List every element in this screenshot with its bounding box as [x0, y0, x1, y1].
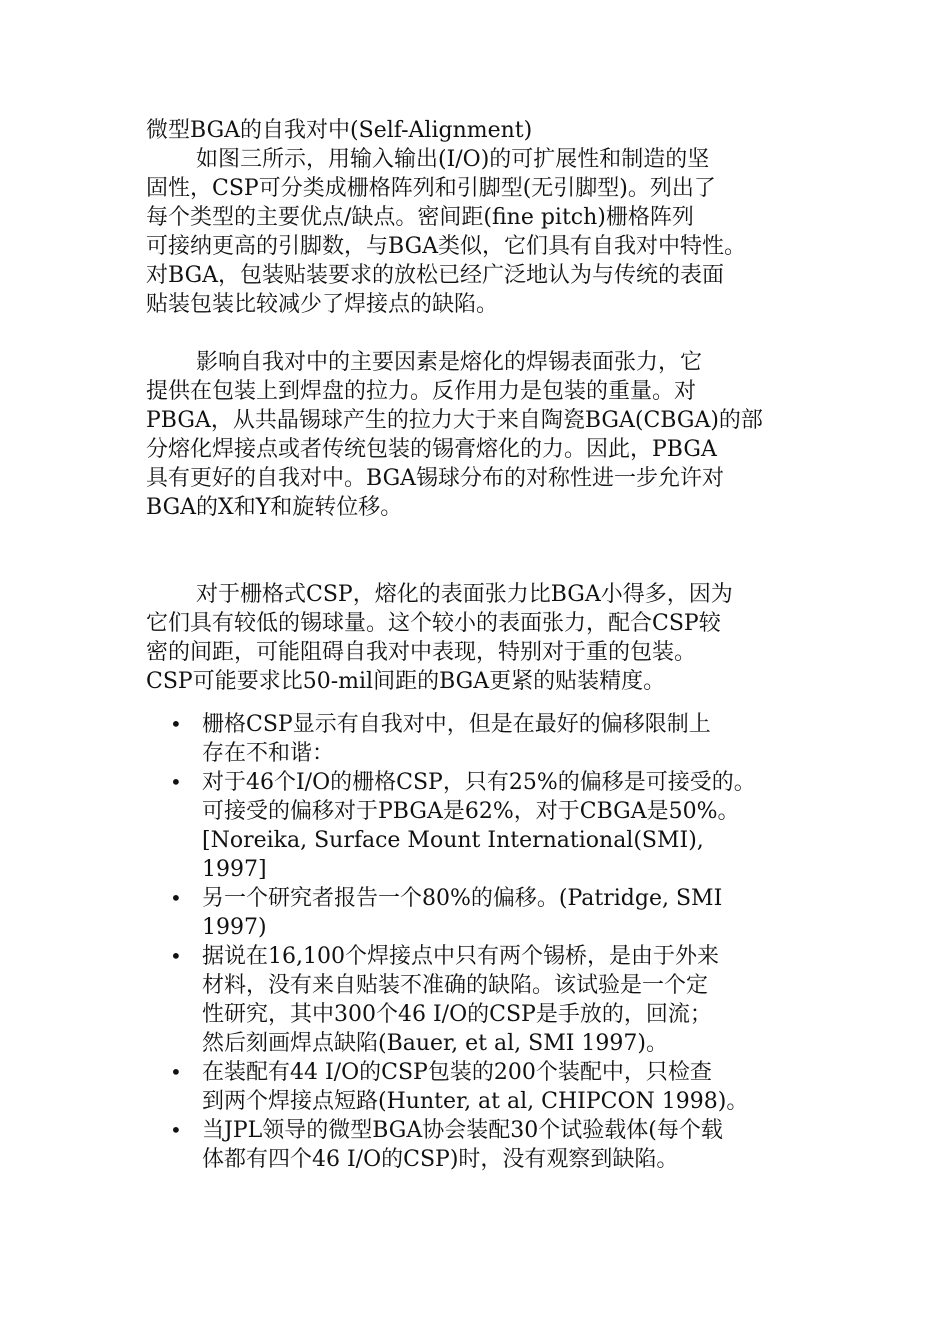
- bullet-icon: •: [170, 712, 182, 736]
- paragraph-line: 分熔化焊接点或者传统包装的锡膏熔化的力。因此，PBGA: [146, 437, 717, 462]
- paragraph-1: [146, 145, 950, 319]
- list-item-line: 1997): [202, 915, 267, 940]
- list-item-line: 另一个研究者报告一个80%的偏移。(Patridge, SMI: [202, 886, 723, 911]
- bullet-icon: •: [170, 1118, 182, 1142]
- paragraph-line: 可接纳更高的引脚数，与BGA类似，它们具有自我对中特性。: [146, 234, 747, 259]
- list-item-line: 材料，没有来自贴装不准确的缺陷。该试验是一个定: [202, 973, 709, 998]
- paragraph-spacer: [146, 319, 950, 348]
- paragraph-line: 如图三所示，用输入输出(I/O)的可扩展性和制造的坚: [196, 147, 710, 172]
- list-item-line: 当JPL领导的微型BGA协会装配30个试验载体(每个载: [202, 1118, 723, 1143]
- paragraph-line: 固性，CSP可分类成栅格阵列和引脚型(无引脚型)。列出了: [146, 176, 716, 201]
- list-item-line: 性研究，其中300个46 I/O的CSP是手放的，回流；: [202, 1002, 712, 1027]
- list-item-line: 存在不和谐：: [202, 741, 335, 766]
- list-item: [146, 1116, 950, 1174]
- list-item-line: 1997]: [202, 857, 267, 882]
- list-item-line: 据说在16,100个焊接点中只有两个锡桥，是由于外来: [202, 944, 719, 969]
- paragraph-line: BGA的X和Y和旋转位移。: [146, 495, 403, 520]
- list-item-line: 然后刻画焊点缺陷(Bauer, et al, SMI 1997)。: [202, 1031, 668, 1056]
- paragraph-line: 它们具有较低的锡球量。这个较小的表面张力，配合CSP较: [146, 611, 721, 636]
- paragraph-line: 具有更好的自我对中。BGA锡球分布的对称性进一步允许对: [146, 466, 725, 491]
- list-item-line: 栅格CSP显示有自我对中，但是在最好的偏移限制上: [202, 712, 711, 737]
- bullet-icon: •: [170, 886, 182, 910]
- paragraph-2: [146, 348, 950, 522]
- paragraph-line: CSP可能要求比50-mil间距的BGA更紧的贴装精度。: [146, 669, 666, 694]
- paragraph-line: 密的间距，可能阻碍自我对中表现，特别对于重的包装。: [146, 640, 697, 665]
- paragraph-spacer: [146, 522, 950, 580]
- list-item-line: 体都有四个46 I/O的CSP)时，没有观察到缺陷。: [202, 1147, 679, 1172]
- list-item-line: 到两个焊接点短路(Hunter, at al, CHIPCON 1998)。: [202, 1089, 749, 1114]
- list-item-line: 对于46个I/O的栅格CSP，只有25%的偏移是可接受的。: [202, 770, 756, 795]
- bullet-icon: •: [170, 770, 182, 794]
- list-item: [146, 884, 950, 942]
- list-item: [146, 1058, 950, 1116]
- paragraph-line: 提供在包装上到焊盘的拉力。反作用力是包装的重量。对: [146, 379, 697, 404]
- paragraph-line: 对BGA，包装贴装要求的放松已经广泛地认为与传统的表面: [146, 263, 725, 288]
- bullet-icon: •: [170, 944, 182, 968]
- document-title: 微型BGA的自我对中(Self-Alignment): [146, 118, 533, 143]
- list-item: [146, 942, 950, 1058]
- list-item-line: [Noreika, Surface Mount International(SMI),: [202, 828, 704, 853]
- paragraph-line: 对于栅格式CSP，熔化的表面张力比BGA小得多，因为: [196, 582, 733, 607]
- paragraph-line: PBGA，从共晶锡球产生的拉力大于来自陶瓷BGA(CBGA)的部: [146, 408, 763, 433]
- list-item: [146, 768, 950, 884]
- paragraph-line: 贴装包装比较减少了焊接点的缺陷。: [146, 292, 499, 317]
- paragraph-line: 每个类型的主要优点/缺点。密间距(fine pitch)栅格阵列: [146, 205, 694, 230]
- list-item-line: 可接受的偏移对于PBGA是62%，对于CBGA是50%。: [202, 799, 740, 824]
- bullet-icon: •: [170, 1060, 182, 1084]
- paragraph-3: [146, 580, 950, 696]
- list-item-line: 在装配有44 I/O的CSP包装的200个装配中，只检查: [202, 1060, 712, 1085]
- bullet-list: [146, 710, 950, 1174]
- list-item: [146, 710, 950, 768]
- paragraph-line: 影响自我对中的主要因素是熔化的焊锡表面张力，它: [196, 350, 703, 375]
